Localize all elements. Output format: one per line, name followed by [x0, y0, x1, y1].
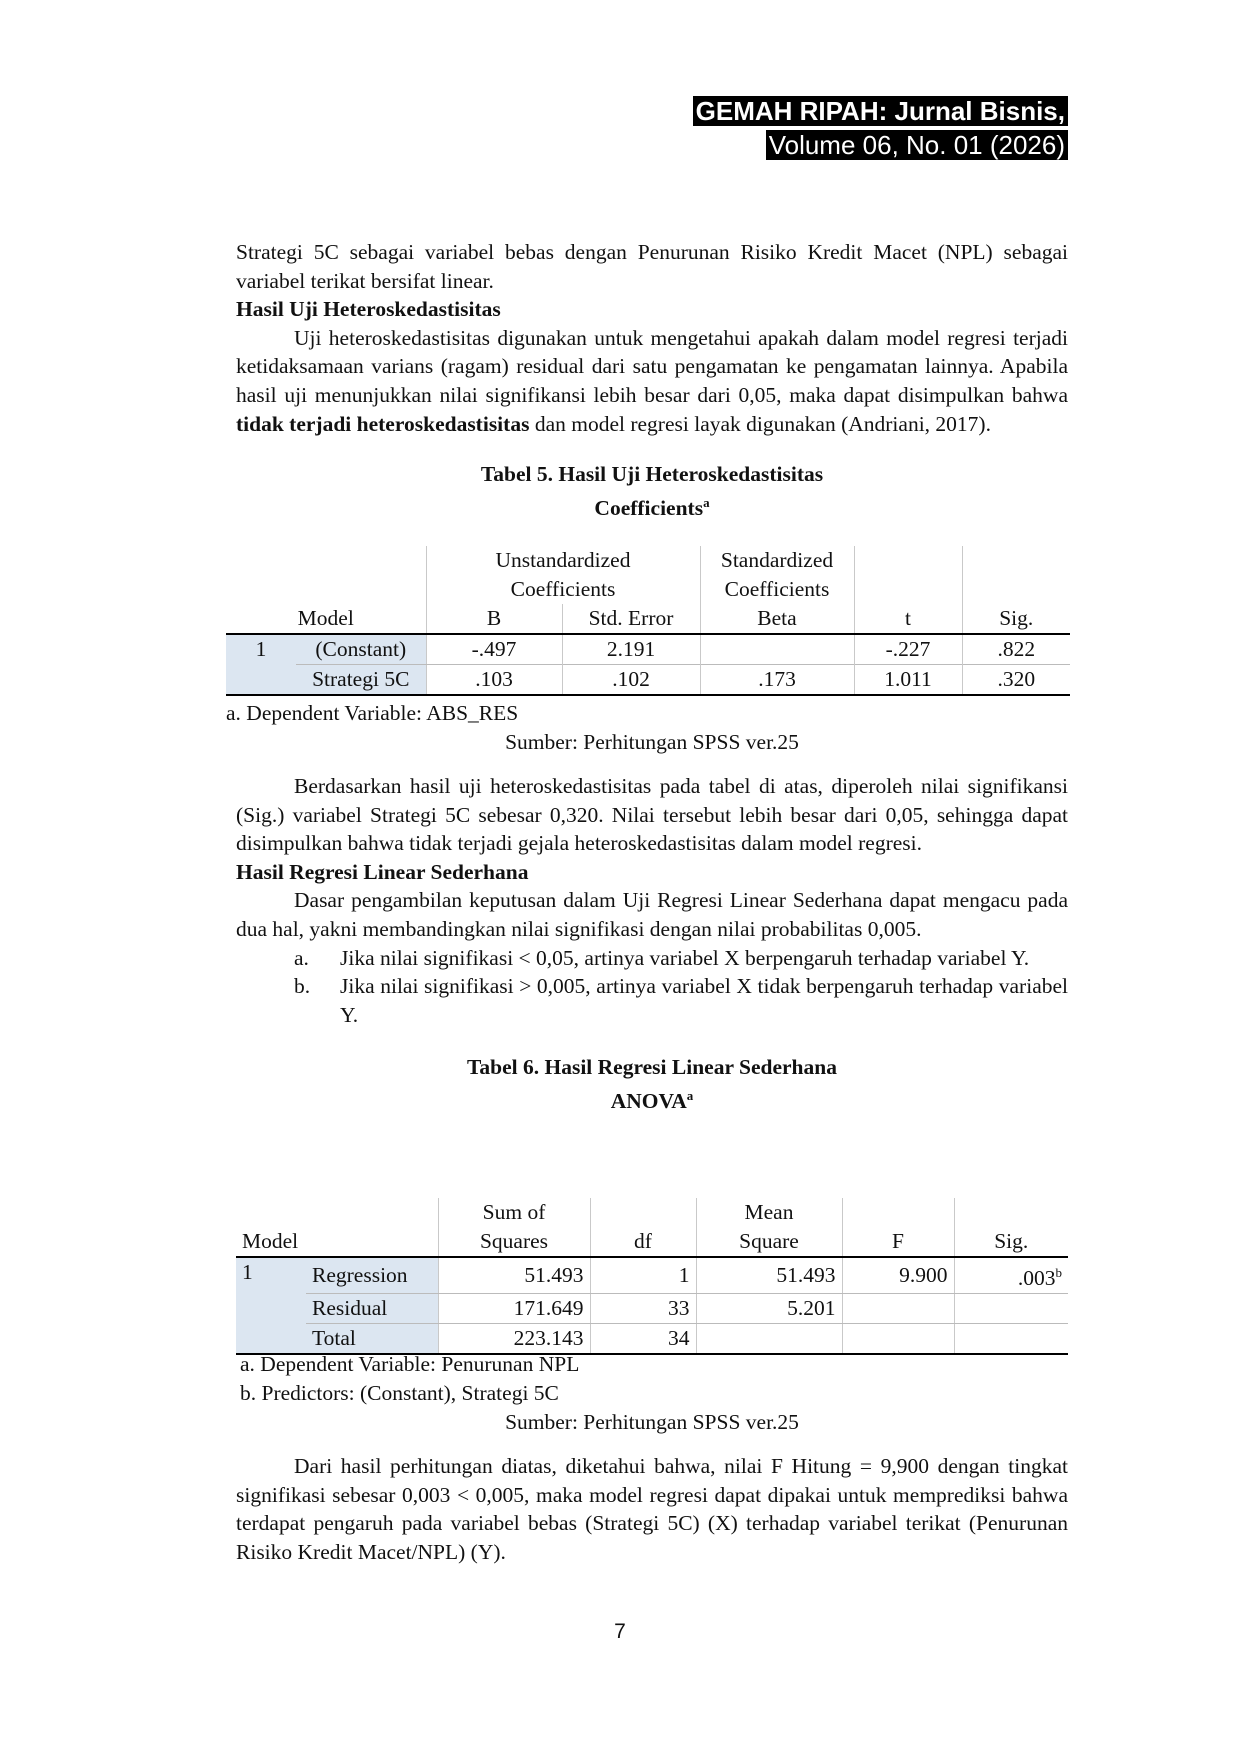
table6-cell — [696, 1324, 842, 1355]
table6-note-a: a. Dependent Variable: Penurunan NPL — [240, 1352, 580, 1376]
table6-cell — [842, 1294, 954, 1324]
page-content-middle — [236, 772, 1068, 1116]
table-row — [226, 634, 1070, 665]
table6-row-name: Residual — [306, 1294, 438, 1324]
hetero-paragraph — [236, 324, 1068, 438]
table5-group-std-1: Standardized — [700, 546, 854, 575]
table5-row-name: Strategi 5C — [296, 665, 426, 696]
table6-cell: 1 — [590, 1257, 696, 1294]
table6-row-name: Regression — [306, 1257, 438, 1294]
table5-subtitle-sup: a — [703, 494, 710, 510]
table6-sig-cell — [954, 1257, 1068, 1294]
list-text: Jika nilai signifikasi < 0,05, artinya variabel X berpengaruh terhadap variabel Y. — [340, 945, 1030, 970]
table6-col-sig: Sig. — [954, 1227, 1068, 1257]
table6-col-ss-1: Sum of — [438, 1198, 590, 1227]
regression-heading: Hasil Regresi Linear Sederhana — [236, 859, 529, 884]
table5 — [226, 546, 1070, 696]
table6-notes — [240, 1350, 579, 1407]
table6-cell: 223.143 — [438, 1324, 590, 1355]
table6-col-ss-2: Squares — [438, 1227, 590, 1257]
table5-cell: -.497 — [426, 634, 562, 665]
table6-subtitle-sup: a — [686, 1087, 694, 1103]
table6-caption: Tabel 6. Hasil Regresi Linear Sederhana — [467, 1055, 837, 1080]
table6-col-model: Model — [242, 1229, 299, 1253]
list-item — [236, 972, 1068, 1029]
list-item — [236, 944, 1068, 973]
table6-cell — [842, 1324, 954, 1355]
table6-cell — [954, 1324, 1068, 1355]
table5-source: Sumber: Perhitungan SPSS ver.25 — [505, 730, 799, 754]
table5-col-beta: Beta — [700, 604, 854, 634]
table5-col-se: Std. Error — [562, 604, 700, 634]
journal-title: GEMAH RIPAH: Jurnal Bisnis, — [693, 96, 1068, 126]
table5-col-model: Model — [297, 606, 354, 630]
page-content-bottom — [236, 1452, 1068, 1566]
table5-caption: Tabel 5. Hasil Uji Heteroskedastisitas — [480, 462, 824, 487]
table5-row-name: (Constant) — [296, 634, 426, 665]
regression-conclusion: Dari hasil perhitungan diatas, diketahui bahwa, nilai F Hitung = 9,900 dengan tingkat signifikasi sebesar 0,003 < 0,005, maka model regresi dapat dipakai untuk memprediksi bahwa terdapat pengaruh pada variabel bebas (Strategi 5C) (X) terhadap variabel terikat (Penurunan Risiko Kredit Macet/NPL) (Y). — [236, 1454, 1068, 1564]
table5-col-sig: Sig. — [962, 604, 1070, 634]
table6-col-ms-2: Square — [696, 1227, 842, 1257]
table5-cell: .102 — [562, 665, 700, 696]
table6-sig-value: .003 — [1017, 1266, 1056, 1291]
table5-cell: .320 — [962, 665, 1070, 696]
table5-cell — [700, 634, 854, 665]
table6-sig-sup: b — [1055, 1265, 1062, 1280]
table6-cell: 171.649 — [438, 1294, 590, 1324]
table6-subtitle — [236, 1082, 1068, 1116]
table5-cell: 1.011 — [854, 665, 962, 696]
table6 — [236, 1198, 1068, 1355]
list-marker: b. — [294, 974, 311, 999]
table-row — [236, 1257, 1068, 1294]
hetero-paragraph-before: Uji heteroskedastisitas digunakan untuk mengetahui apakah dalam model regresi terjadi ketidaksamaan varians (ragam) residual dari satu pengamatan ke pengamatan lainnya. Apabila hasil uji menunjukkan nilai signifikansi lebih besar dari 0,05, maka dapat disimpulkan bahwa — [236, 325, 1068, 407]
page-content — [236, 238, 1068, 523]
table5-note: a. Dependent Variable: ABS_RES — [226, 701, 519, 725]
hetero-heading: Hasil Uji Heteroskedastisitas — [236, 297, 501, 322]
table5-cell: .173 — [700, 665, 854, 696]
table6-col-df: df — [590, 1227, 696, 1257]
table6-col-f: F — [842, 1227, 954, 1257]
table5-subtitle-text: Coefficients — [594, 495, 704, 520]
table5-group-unstd-2: Coefficients — [426, 575, 700, 604]
criteria-list — [236, 944, 1068, 1030]
hetero-result-paragraph: Berdasarkan hasil uji heteroskedastisitas pada tabel di atas, diperoleh nilai signifikansi (Sig.) variabel Strategi 5C sebesar 0,320. Nilai tersebut lebih besar dari 0,05, sehingga dapat disimpulkan bahwa tidak terjadi gejala heteroskedastisitas dalam model regresi. — [236, 774, 1068, 856]
table5-cell: 2.191 — [562, 634, 700, 665]
table6-cell: 51.493 — [438, 1257, 590, 1294]
page-number: 7 — [614, 1620, 626, 1643]
table6-row-name: Total — [306, 1324, 438, 1355]
table6-model-no: 1 — [236, 1257, 306, 1354]
table-row — [226, 665, 1070, 696]
table6-cell: 5.201 — [696, 1294, 842, 1324]
table6-note-b: b. Predictors: (Constant), Strategi 5C — [240, 1380, 559, 1405]
table-row — [236, 1294, 1068, 1324]
list-marker: a. — [294, 945, 309, 970]
hetero-paragraph-bold: tidak terjadi heteroskedastisitas — [236, 411, 530, 436]
table5-subtitle — [236, 489, 1068, 523]
table6-subtitle-text: ANOVA — [610, 1089, 687, 1114]
table5-group-std-2: Coefficients — [700, 575, 854, 604]
intro-paragraph: Strategi 5C sebagai variabel bebas dengan Penurunan Risiko Kredit Macet (NPL) sebagai variabel terikat bersifat linear. — [236, 240, 1068, 293]
table5-group-unstd-1: Unstandardized — [426, 546, 700, 575]
table6-cell: 51.493 — [696, 1257, 842, 1294]
table6-cell — [954, 1294, 1068, 1324]
regression-paragraph: Dasar pengambilan keputusan dalam Uji Regresi Linear Sederhana dapat mengacu pada dua hal, yakni membandingkan nilai signifikasi dengan nilai probabilitas 0,005. — [236, 888, 1068, 941]
table5-cell: .103 — [426, 665, 562, 696]
hetero-paragraph-after: dan model regresi layak digunakan (Andriani, 2017). — [534, 411, 991, 436]
table5-cell: .822 — [962, 634, 1070, 665]
table5-model-no: 1 — [226, 634, 296, 695]
table6-cell: 34 — [590, 1324, 696, 1355]
list-text: Jika nilai signifikasi > 0,005, artinya variabel X tidak berpengaruh terhadap variabel Y. — [340, 974, 1068, 1027]
table6-cell: 9.900 — [842, 1257, 954, 1294]
table5-col-t: t — [854, 604, 962, 634]
table5-cell: -.227 — [854, 634, 962, 665]
table6-cell: 33 — [590, 1294, 696, 1324]
journal-volume: Volume 06, No. 01 (2026) — [766, 130, 1068, 160]
table6-col-ms-1: Mean — [696, 1198, 842, 1227]
table6-source: Sumber: Perhitungan SPSS ver.25 — [505, 1410, 799, 1434]
table5-col-b: B — [426, 604, 562, 634]
